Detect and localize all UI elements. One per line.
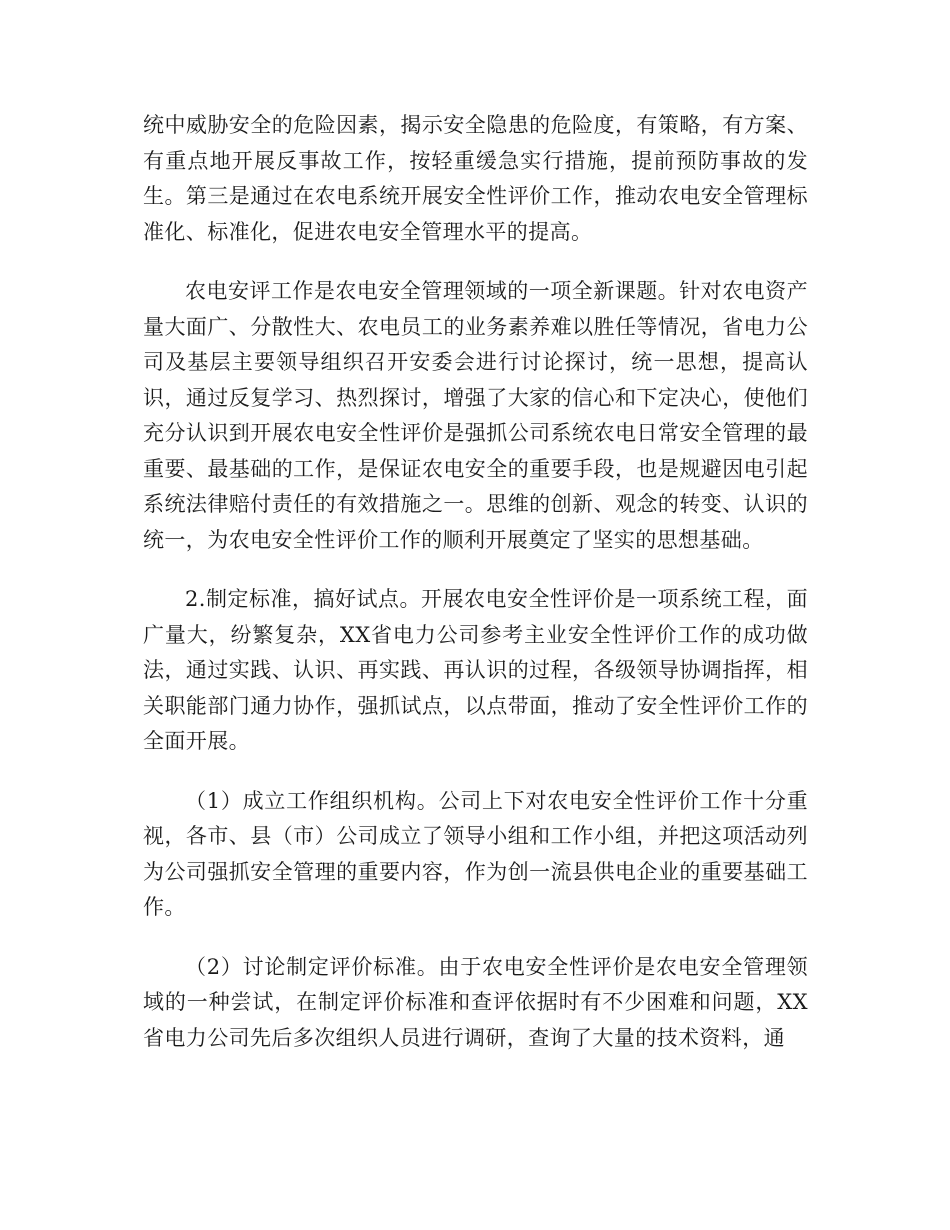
paragraph-rural-safety-evaluation: 农电安评工作是农电安全管理领域的一项全新课题。针对农电资产量大面广、分散性大、农电员工的业务素养难以胜任等情况，省电力公司及基层主要领导组织召开安委会进行讨论探讨，统一思想，提高认识，通过反复学习、热烈探讨，增强了大家的信心和下定决心，使他们充分认识到开展农电安全性评价是强抓公司系统农电日常安全管理的最重要、最基础的工作，是保证农电安全的重要手段，也是规避因电引起系统法律赔付责任的有效措施之一。思维的创新、观念的转变、认识的统一，为农电安全性评价工作的顺利开展奠定了坚实的思想基础。 xyxy=(143,279,808,552)
paragraph-standards-pilot: 2.制定标准，搞好试点。开展农电安全性评价是一项系统工程，面广量大，纷繁复杂，XX省电力公司参考主业安全性评价工作的成功做法，通过实践、认识、再实践、再认识的过程，各级领导协调指挥，相关职能部门通力协作，强抓试点，以点带面，推动了安全性评价工作的全面开展。 xyxy=(143,587,808,753)
paragraph-evaluation-criteria: （2）讨论制定评价标准。由于农电安全性评价是农电安全管理领域的一种尝试，在制定评价标准和查评依据时有不少困难和问题，XX省电力公司先后多次组织人员进行调研，查询了大量的技术资料，通 xyxy=(143,954,808,1050)
paragraph-continuation: 统中威胁安全的危险因素，揭示安全隐患的危险度，有策略，有方案、有重点地开展反事故工作，按轻重缓急实行措施，提前预防事故的发生。第三是通过在农电系统开展安全性评价工作，推动农电安全管理标准化、标准化，促进农电安全管理水平的提高。 xyxy=(143,113,808,244)
paragraph-organization: （1）成立工作组织机构。公司上下对农电安全性评价工作十分重视，各市、县（市）公司成立了领导小组和工作小组，并把这项活动列为公司强抓安全管理的重要内容，作为创一流县供电企业的重要基础工作。 xyxy=(143,788,808,919)
document-body xyxy=(143,108,808,1056)
